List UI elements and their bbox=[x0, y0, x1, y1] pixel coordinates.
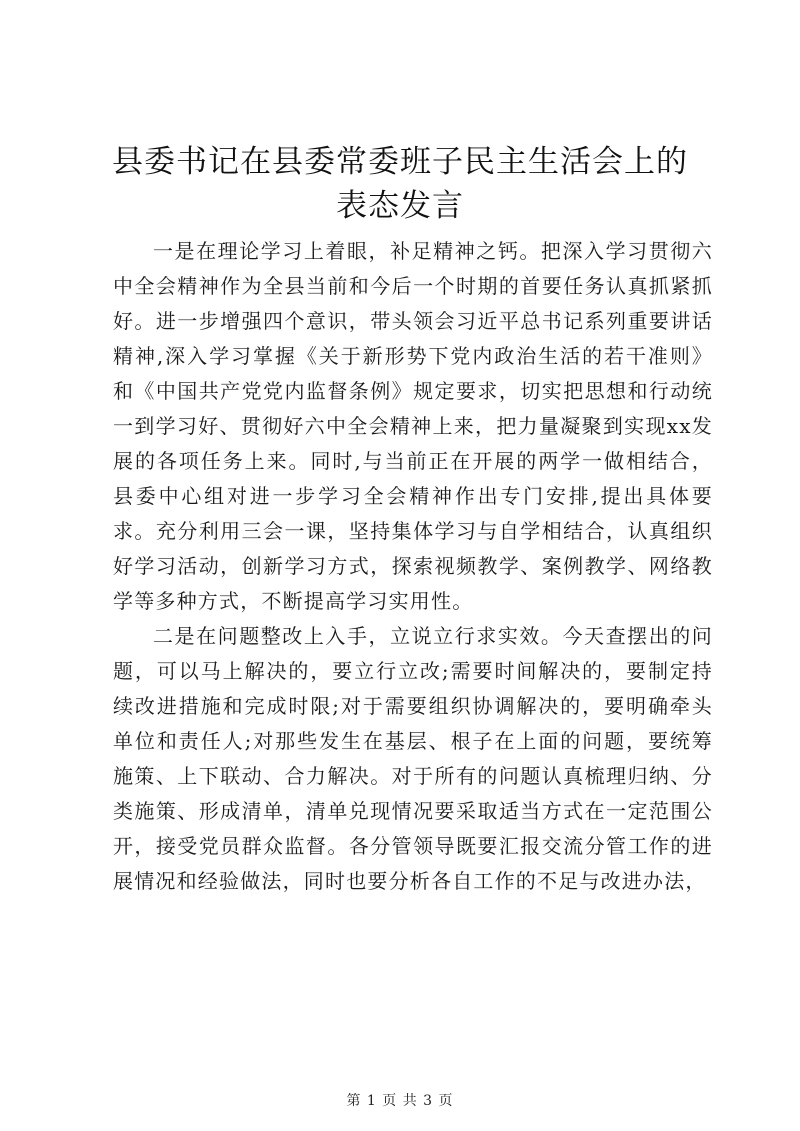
paragraph-1: 一是在理论学习上着眼，补足精神之钙。把深入学习贯彻六中全会精神作为全县当前和今后一个时期的首要任务认真抓紧抓好。进一步增强四个意识，带头领会习近平总书记系列重要讲话精神,深入学习掌握《关于新形势下党内政治生活的若干准则》和《中国共产党党内监督条例》规定要求，切实把思想和行动统一到学习好、贯彻好六中全会精神上来，把力量凝聚到实现xx发展的各项任务上来。同时,与当前正在开展的两学一做相结合，县委中心组对进一步学习全会精神作出专门安排,提出具体要求。充分利用三会一课，坚持集体学习与自学相结合，认真组织好学习活动，创新学习方式，探索视频教学、案例教学、网络教学等多种方式，不断提高学习实用性。 bbox=[113, 239, 713, 613]
paragraph-2: 二是在问题整改上入手，立说立行求实效。今天查摆出的问题，可以马上解决的，要立行立改;需要时间解决的，要制定持续改进措施和完成时限;对于需要组织协调解决的，要明确牵头单位和责任人;对那些发生在基层、根子在上面的问题，要统筹施策、上下联动、合力解决。对于所有的问题认真梳理归纳、分类施策、形成清单，清单兑现情况要采取适当方式在一定范围公开，接受党员群众监督。各分管领导既要汇报交流分管工作的进展情况和经验做法，同时也要分析各自工作的不足与改进办法， bbox=[113, 624, 713, 893]
document-title: 县委书记在县委常委班子民主生活会上的表态发言 bbox=[112, 144, 688, 224]
document-body bbox=[113, 234, 713, 899]
page-number-footer: 第 1 页 共 3 页 bbox=[346, 1093, 454, 1109]
